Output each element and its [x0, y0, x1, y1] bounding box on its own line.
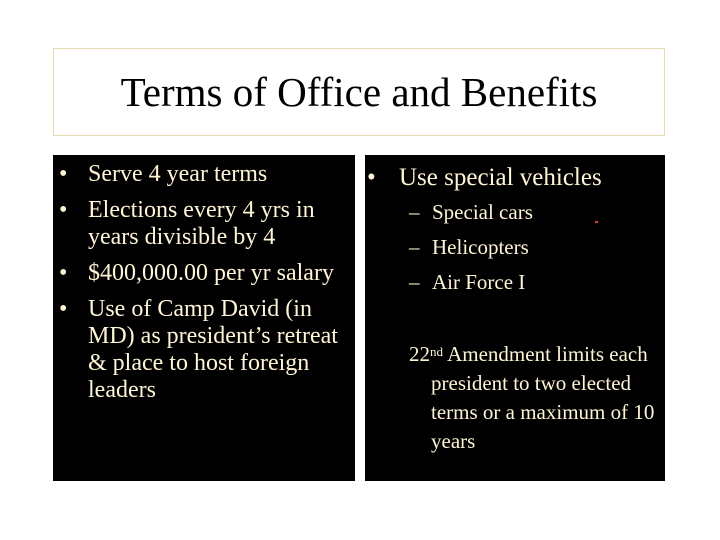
- list-item: [409, 235, 659, 259]
- sub-item-text: Air Force I: [432, 270, 526, 294]
- right-panel: [365, 155, 665, 481]
- bullet-text: Serve 4 year terms: [88, 161, 268, 187]
- bullet-icon: •: [59, 197, 68, 223]
- list-item: [57, 161, 353, 188]
- small-dot-mark: [595, 221, 598, 223]
- title-box: [53, 48, 665, 136]
- bullet-icon: •: [59, 161, 68, 187]
- bullet-text: Use of Camp David (in MD) as president’s retreat & place to host foreign leaders: [88, 296, 338, 403]
- slide-title: Terms of Office and Benefits: [120, 69, 598, 115]
- bullet-text: Use special vehicles: [399, 164, 602, 191]
- list-item: [57, 296, 353, 404]
- list-item: [57, 260, 353, 287]
- dash-icon: –: [409, 200, 420, 224]
- left-panel: [53, 155, 355, 481]
- vehicle-sub-list: [409, 200, 659, 305]
- left-bullet-list: [57, 161, 353, 413]
- bullet-icon: •: [59, 260, 68, 286]
- bullet-text: $400,000.00 per yr salary: [88, 260, 334, 286]
- list-item: [409, 200, 659, 224]
- list-item: [365, 163, 663, 193]
- dash-icon: –: [409, 235, 420, 259]
- dash-icon: –: [409, 270, 420, 294]
- bullet-icon: •: [367, 164, 376, 191]
- list-item: [409, 270, 659, 294]
- sub-item-text: Special cars: [432, 200, 533, 224]
- bullet-icon: •: [59, 296, 68, 322]
- amendment-text: Amendment limits each president to two elected terms or a maximum of 10 years: [431, 342, 655, 453]
- amendment-note: [409, 340, 681, 456]
- list-item: [57, 197, 353, 251]
- amendment-number: 22: [409, 342, 430, 366]
- amendment-suffix: nd: [430, 344, 443, 359]
- bullet-text: Elections every 4 yrs in years divisible by 4: [88, 197, 315, 250]
- right-bullet-list: [365, 163, 663, 193]
- sub-item-text: Helicopters: [432, 235, 529, 259]
